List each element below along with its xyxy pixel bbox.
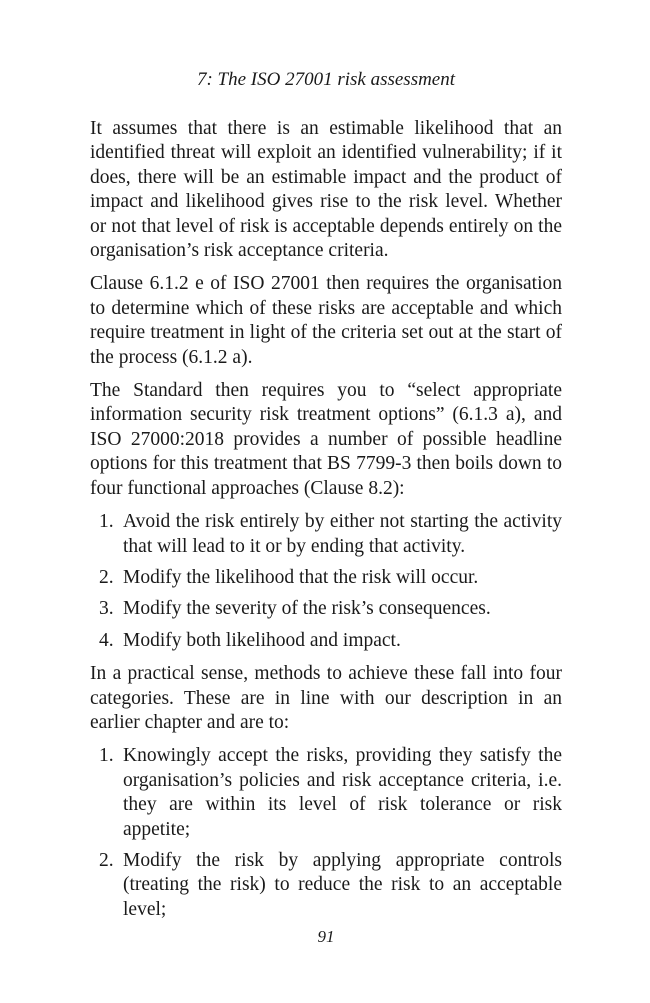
list-item-number: 2. <box>99 566 114 588</box>
list-item-number: 4. <box>99 629 114 651</box>
list-item-text: Avoid the risk entirely by either not starting the activity that will lead to it or by ending that activity. <box>123 511 562 557</box>
numbered-list-approaches <box>90 510 562 653</box>
list-item-number: 3. <box>99 598 114 620</box>
list-item-number: 2. <box>99 849 114 871</box>
list-item-number: 1. <box>99 745 114 767</box>
list-item-text: Knowingly accept the risks, providing they satisfy the organisation’s policies and risk acceptance criteria, i.e. they are within its level of risk tolerance or risk appetite; <box>123 745 562 840</box>
list-item-text: Modify the likelihood that the risk will occur. <box>123 566 479 588</box>
paragraph: It assumes that there is an estimable likelihood that an identified threat will exploit an identified vulnerability; if it does, there will be an estimable impact and the product of impact and likelihood gives rise to the risk level. Whether or not that level of risk is acceptable depends entirely on the organisation’s risk acceptance criteria. <box>90 118 562 262</box>
list-item <box>90 744 562 842</box>
paragraph: Clause 6.1.2 e of ISO 27001 then requires the organisation to determine which of these risks are acceptable and which require treatment in light of the criteria set out at the start of the process (6.1.2 a). <box>90 273 562 368</box>
page-number: 91 <box>317 927 335 946</box>
list-item <box>90 510 562 559</box>
numbered-list-methods <box>90 744 562 922</box>
list-item-text: Modify the risk by applying appropriate controls (treating the risk) to reduce the risk to an acceptable level; <box>123 849 562 920</box>
paragraph: In a practical sense, methods to achieve these fall into four categories. These are in line with our description in an earlier chapter and are to: <box>90 663 562 733</box>
paragraph: The Standard then requires you to “select appropriate information security risk treatment options” (6.1.3 a), and ISO 27000:2018 provides a number of possible headline options for this treatment that BS 7799-3 then boils down to four functional approaches (Clause 8.2): <box>90 380 562 499</box>
list-item <box>90 629 562 653</box>
list-item-text: Modify the severity of the risk’s consequences. <box>123 598 491 620</box>
list-item <box>90 597 562 621</box>
running-header: 7: The ISO 27001 risk assessment <box>196 69 456 90</box>
book-page <box>90 0 562 1003</box>
list-item <box>90 849 562 922</box>
list-item <box>90 566 562 590</box>
page-body <box>90 117 562 931</box>
list-item-number: 1. <box>99 511 114 533</box>
list-item-text: Modify both likelihood and impact. <box>123 629 401 651</box>
